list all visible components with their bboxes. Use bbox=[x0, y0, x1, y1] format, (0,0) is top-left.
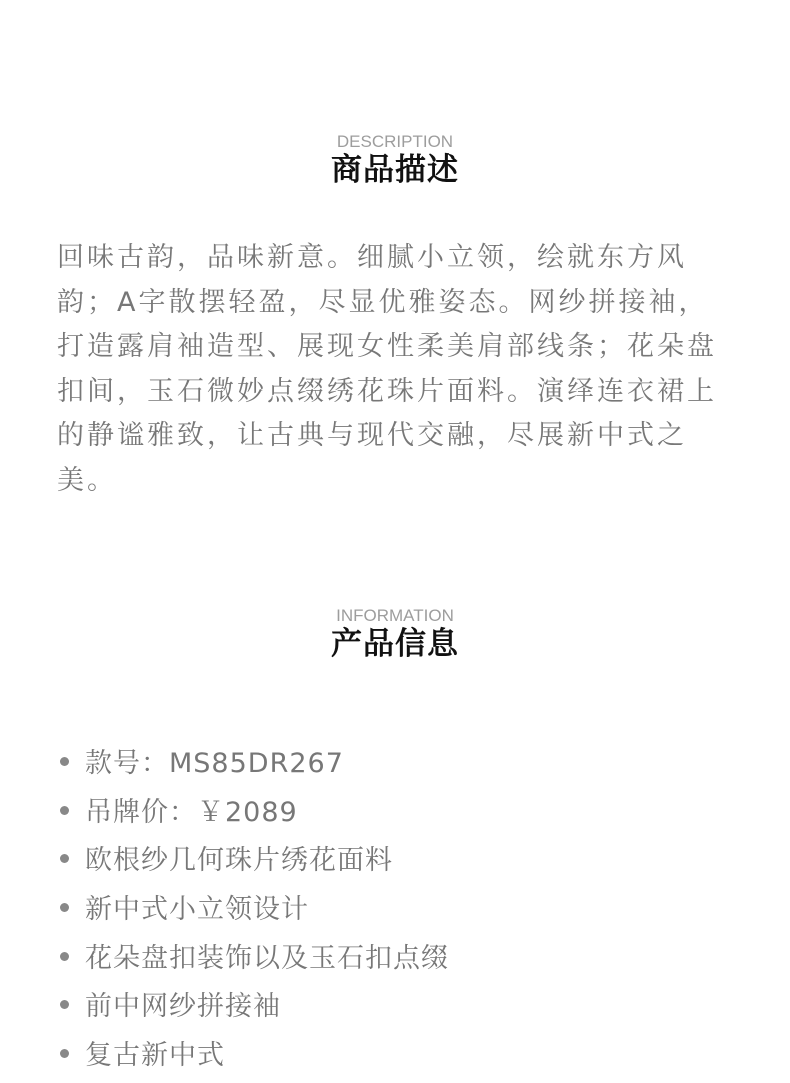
info-item-style: 复古新中式 bbox=[85, 1040, 225, 1072]
bullet-dot-icon bbox=[60, 952, 69, 961]
information-heading-en: INFORMATION bbox=[336, 606, 454, 625]
description-heading-zh: 商品描述 bbox=[331, 152, 459, 188]
information-section-header bbox=[0, 606, 790, 662]
description-body-text: 回味古韵，品味新意。细腻小立领，绘就东方风韵；A字散摆轻盈，尽显优雅姿态。网纱拼接袖，打造露肩袖造型、展现女性柔美肩部线条；花朵盘扣间，玉石微妙点缀绣花珠片面料。演绎连衣裙上的静谧雅致，让古典与现代交融，尽展新中式之美。 bbox=[57, 242, 717, 496]
description-section-header bbox=[0, 132, 790, 188]
list-item bbox=[60, 742, 449, 791]
list-item bbox=[60, 888, 449, 937]
info-item-collar: 新中式小立领设计 bbox=[85, 894, 309, 926]
list-item bbox=[60, 839, 449, 888]
bullet-dot-icon bbox=[60, 903, 69, 912]
info-item-buttons: 花朵盘扣装饰以及玉石扣点缀 bbox=[85, 942, 449, 974]
bullet-dot-icon bbox=[60, 1000, 69, 1009]
bullet-dot-icon bbox=[60, 757, 69, 766]
info-item-style-number: 款号：MS85DR267 bbox=[85, 748, 344, 779]
list-item bbox=[60, 985, 449, 1034]
information-heading-zh: 产品信息 bbox=[331, 626, 459, 662]
description-heading-en: DESCRIPTION bbox=[336, 132, 454, 151]
list-item bbox=[60, 791, 449, 840]
info-item-fabric: 欧根纱几何珠片绣花面料 bbox=[85, 845, 393, 877]
bullet-dot-icon bbox=[60, 806, 69, 815]
bullet-dot-icon bbox=[60, 854, 69, 863]
list-item bbox=[60, 1034, 449, 1083]
list-item bbox=[60, 937, 449, 986]
info-item-price: 吊牌价：￥2089 bbox=[85, 796, 298, 828]
info-item-sleeves: 前中网纱拼接袖 bbox=[85, 991, 281, 1023]
product-info-list bbox=[60, 742, 449, 1083]
bullet-dot-icon bbox=[60, 1049, 69, 1058]
